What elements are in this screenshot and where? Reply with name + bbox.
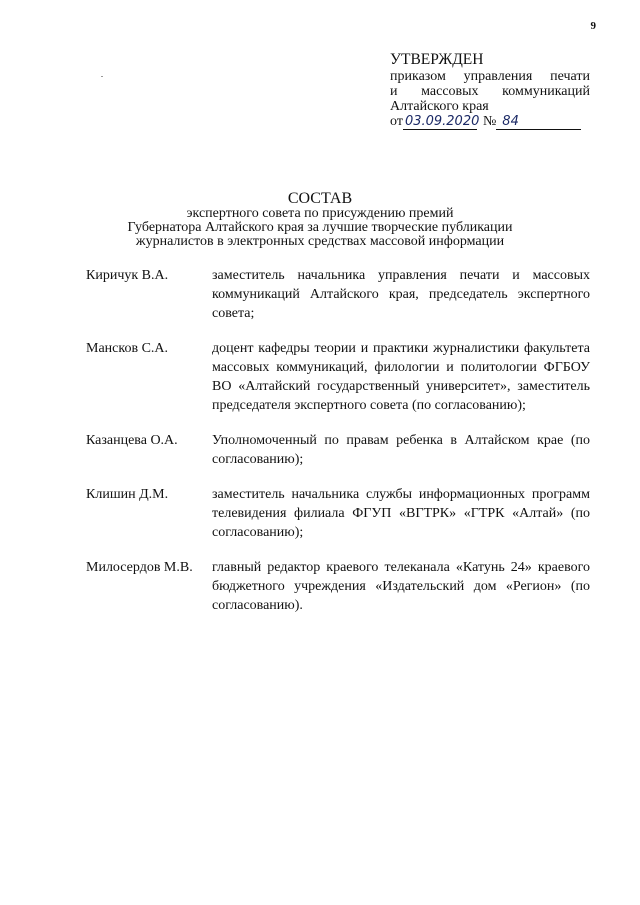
handwritten-date: 03.09.2020 bbox=[404, 114, 480, 129]
title-subtitle-line: журналистов в электронных средствах массовой информации bbox=[135, 234, 505, 249]
member-row bbox=[86, 266, 590, 323]
member-role: заместитель начальника управления печати и массовых коммуникаций Алтайского края, председатель экспертного совета; bbox=[212, 268, 590, 321]
approval-stamp bbox=[390, 52, 590, 130]
scan-speck bbox=[101, 76, 103, 77]
handwritten-number: 84 bbox=[496, 115, 581, 130]
approval-line: Алтайского края bbox=[390, 99, 489, 114]
number-prefix: № bbox=[482, 114, 497, 129]
date-prefix: от bbox=[390, 114, 403, 129]
member-role: доцент кафедры теории и практики журналистики факультета массовых коммуникаций, филологии и политологии ФГБОУ ВО «Алтайский государственный университет», заместитель председателя экспертного совета (по согласованию); bbox=[212, 341, 590, 413]
member-row bbox=[86, 485, 590, 542]
member-name: Киричук В.А. bbox=[86, 268, 169, 283]
member-row bbox=[86, 558, 590, 615]
member-row bbox=[86, 431, 590, 469]
page-number: 9 bbox=[590, 20, 596, 32]
member-name: Казанцева О.А. bbox=[86, 433, 178, 448]
title-subtitle-line: экспертного совета по присуждению премий bbox=[186, 206, 454, 221]
member-name: Мансков С.А. bbox=[86, 341, 169, 356]
title-heading: СОСТАВ bbox=[287, 190, 353, 207]
member-role: главный редактор краевого телеканала «Катунь 24» краевого бюджетного учреждения «Издательский дом «Регион» (по согласованию). bbox=[212, 560, 590, 613]
title-subtitle-line: Губернатора Алтайского края за лучшие творческие публикации bbox=[127, 220, 513, 235]
members-list bbox=[86, 266, 590, 631]
member-role: Уполномоченный по правам ребенка в Алтайском крае (по согласованию); bbox=[212, 433, 590, 467]
member-row bbox=[86, 339, 590, 415]
document-title bbox=[95, 190, 545, 249]
approval-line: и массовых коммуникаций bbox=[390, 84, 590, 99]
member-name: Клишин Д.М. bbox=[86, 487, 169, 502]
member-name: Милосердов М.В. bbox=[86, 560, 193, 575]
approval-title: УТВЕРЖДЕН bbox=[390, 51, 484, 68]
approval-date-number-row bbox=[390, 114, 590, 130]
member-role: заместитель начальника службы информационных программ телевидения филиала ФГУП «ВГТРК» «ГТРК «Алтай» (по согласованию); bbox=[212, 487, 590, 540]
approval-line: приказом управления печати bbox=[390, 69, 590, 84]
